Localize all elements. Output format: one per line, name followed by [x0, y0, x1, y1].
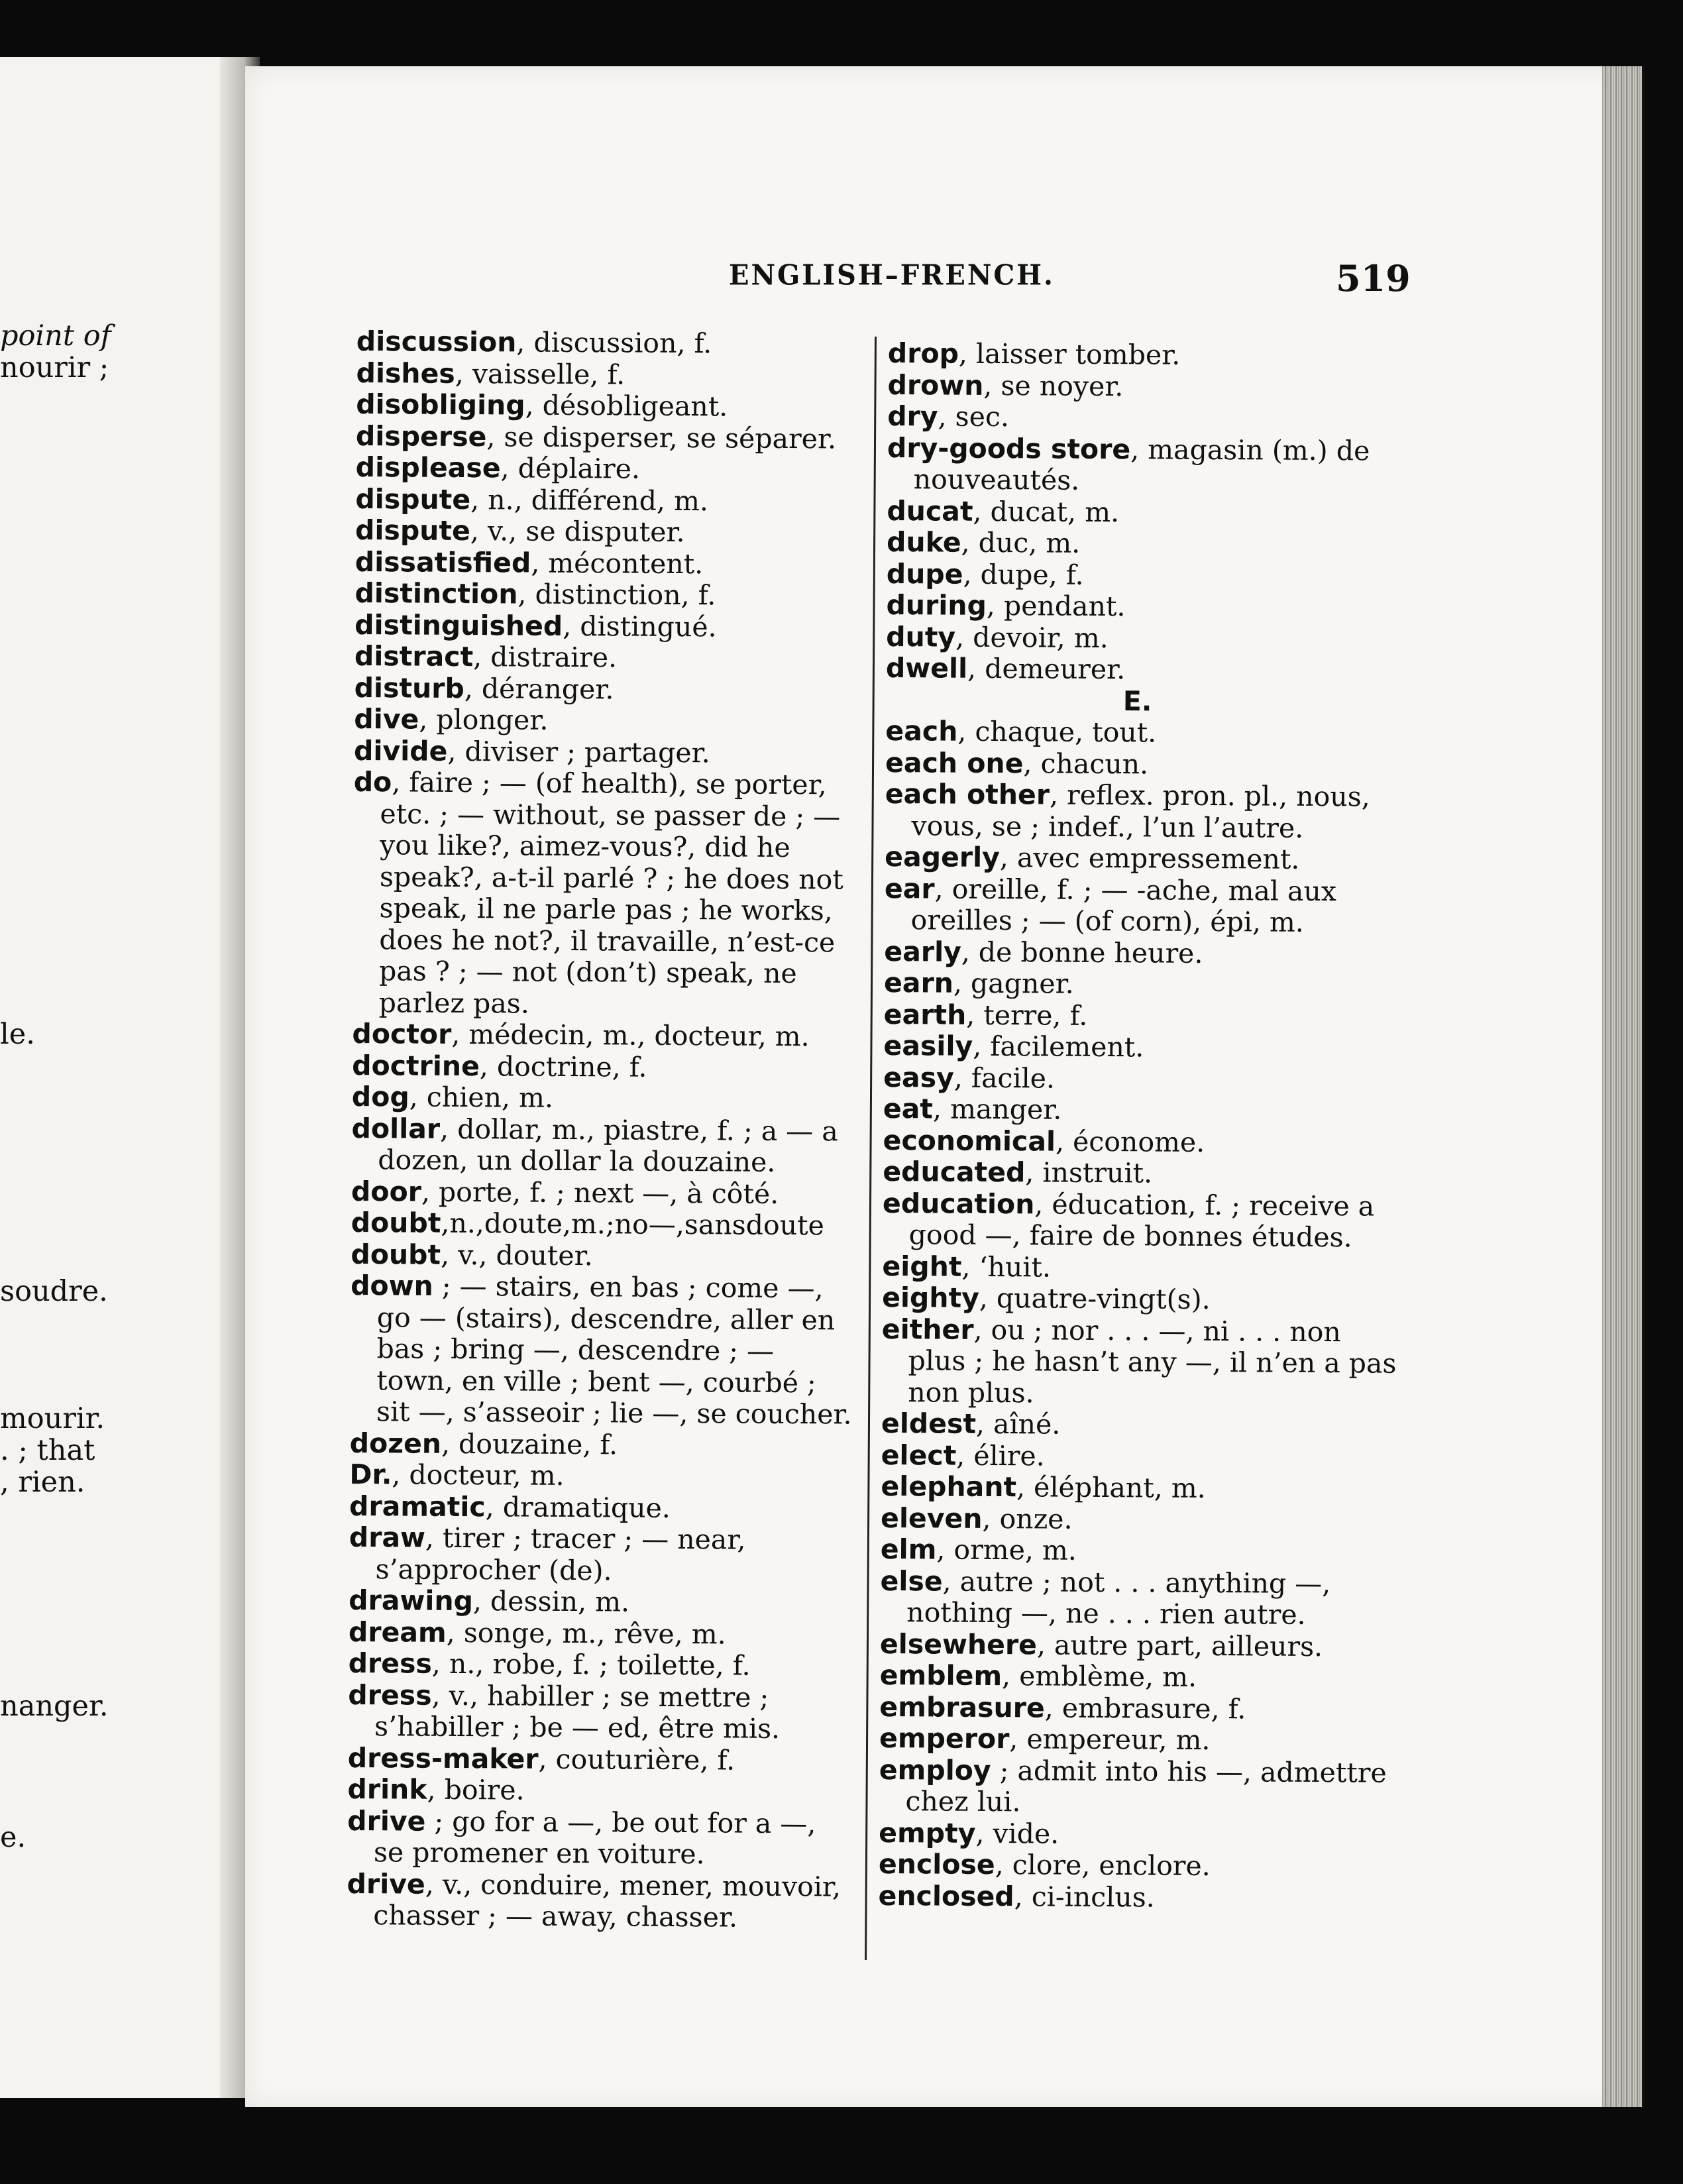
- entry-definition: , dupe, f.: [963, 558, 1084, 591]
- entry-definition: , n., différend, m.: [470, 483, 709, 517]
- dictionary-entry: [349, 1585, 852, 1619]
- entry-headword: eleven: [880, 1502, 983, 1535]
- entry-headword: dive: [354, 702, 419, 736]
- dictionary-entry: [885, 842, 1401, 876]
- entry-definition: , de bonne heure.: [961, 936, 1203, 969]
- left-page-fragment: nanger.: [0, 1690, 109, 1723]
- entry-headword: door: [351, 1175, 422, 1208]
- dictionary-entry: [350, 1270, 854, 1431]
- entry-definition: , v., habiller ; se mettre ; s’habiller ; be — ed, être mis.: [374, 1679, 781, 1745]
- entry-headword: dispute: [354, 514, 471, 547]
- entry-headword: dream: [348, 1615, 447, 1649]
- entry-headword: eighty: [882, 1281, 980, 1314]
- dictionary-entry: [884, 999, 1401, 1033]
- dictionary-entry: [879, 1691, 1396, 1725]
- entry-headword: easy: [883, 1061, 954, 1094]
- entry-headword: drop: [887, 337, 959, 370]
- dictionary-entry: [355, 546, 859, 580]
- entry-definition: , v., conduire, mener, mouvoir, chasser ; — away, chasser.: [373, 1868, 842, 1934]
- entry-headword: dry: [887, 400, 938, 433]
- entry-headword: eldest: [881, 1407, 977, 1440]
- entry-definition: , ‘huit.: [961, 1250, 1052, 1283]
- entry-headword: do: [353, 765, 392, 798]
- dictionary-entry: [355, 515, 859, 549]
- dictionary-entry: [880, 1660, 1397, 1694]
- dictionary-entry: [879, 1723, 1396, 1757]
- entry-headword: dog: [351, 1080, 409, 1113]
- entry-headword: displease: [355, 451, 501, 484]
- entry-definition: , aîné.: [975, 1407, 1061, 1441]
- dictionary-entry: [349, 1522, 853, 1588]
- entry-definition: , duc, m.: [961, 526, 1081, 559]
- entry-headword: emperor: [879, 1721, 1010, 1755]
- dictionary-entry: [882, 1282, 1399, 1317]
- left-page-fragment: e.: [0, 1821, 27, 1854]
- entry-definition: , porte, f. ; next —, à côté.: [421, 1175, 779, 1210]
- entry-headword: doctor: [352, 1017, 452, 1050]
- dictionary-entry: [886, 653, 1403, 687]
- dictionary-entry: [880, 1628, 1397, 1663]
- left-column: [347, 326, 860, 1934]
- entry-headword: dress: [348, 1678, 432, 1712]
- dictionary-entry: [356, 326, 860, 360]
- entry-definition: , manger.: [932, 1093, 1062, 1126]
- entry-definition: , empereur, m.: [1009, 1723, 1211, 1757]
- dictionary-entry: [349, 1459, 853, 1494]
- entry-definition: , terre, f.: [966, 999, 1088, 1032]
- entry-definition: , discussion, f.: [516, 326, 712, 360]
- entry-definition: , quatre-vingt(s).: [979, 1282, 1211, 1315]
- left-page-fragment: point of: [0, 319, 111, 353]
- dictionary-entry: [356, 389, 859, 423]
- entry-headword: educated: [883, 1155, 1026, 1189]
- dictionary-entry: [880, 1565, 1397, 1631]
- entry-headword: empty: [879, 1816, 976, 1849]
- entry-headword: dupe: [886, 557, 963, 590]
- running-head: ENGLISH–FRENCH.: [729, 258, 1055, 292]
- dictionary-entry: [356, 452, 859, 486]
- dictionary-entry: [881, 1439, 1398, 1474]
- dictionary-entry: [354, 609, 858, 643]
- entry-definition: , pendant.: [986, 589, 1126, 623]
- entry-headword: easily: [883, 1029, 973, 1062]
- dictionary-entry: [883, 1093, 1400, 1128]
- dictionary-entry: [348, 1679, 852, 1745]
- entry-definition: ; admit into his —, admettre chez lui.: [905, 1754, 1387, 1818]
- entry-headword: down: [351, 1269, 433, 1302]
- entry-headword: dress-maker: [347, 1741, 539, 1775]
- entry-headword: divide: [353, 734, 448, 767]
- entry-headword: duke: [886, 525, 961, 559]
- dictionary-entry: [353, 767, 857, 1022]
- dictionary-entry: [352, 1018, 855, 1053]
- entry-headword: doctrine: [352, 1049, 480, 1082]
- entry-definition: , n., robe, f. ; toilette, f.: [431, 1647, 751, 1682]
- entry-headword: ear: [884, 872, 935, 904]
- dictionary-entry: [879, 1817, 1395, 1851]
- entry-headword: each: [885, 714, 958, 747]
- entry-definition: , emblème, m.: [1001, 1660, 1197, 1693]
- entry-definition: , désobligeant.: [525, 389, 728, 423]
- entry-headword: doubt: [351, 1238, 441, 1271]
- entry-headword: education: [882, 1187, 1035, 1220]
- entry-definition: , couturière, f.: [538, 1743, 735, 1776]
- entry-definition: , autre part, ailleurs.: [1036, 1628, 1323, 1663]
- dictionary-entry: [881, 1534, 1397, 1568]
- entry-headword: eagerly: [885, 840, 1001, 874]
- entry-headword: disperse: [355, 419, 487, 453]
- entry-definition: , élire.: [956, 1439, 1045, 1472]
- left-page-fragment: , rien.: [0, 1466, 85, 1499]
- entry-definition: , chaque, tout.: [957, 715, 1157, 749]
- dictionary-entry: [883, 1030, 1400, 1065]
- dictionary-entry: [885, 747, 1402, 781]
- entry-definition: , devoir, m.: [955, 621, 1109, 654]
- entry-definition: , gagner.: [953, 967, 1074, 1000]
- entry-headword: draw: [349, 1521, 426, 1554]
- entry-definition: , avec empressement.: [999, 842, 1300, 875]
- entry-definition: , chacun.: [1023, 747, 1149, 780]
- entry-definition: , demeurer.: [967, 652, 1126, 686]
- left-page-fragment: nourir ;: [0, 351, 109, 384]
- dictionary-entry: [354, 704, 857, 738]
- entry-headword: dwell: [885, 651, 968, 684]
- dictionary-entry: [349, 1616, 852, 1651]
- entry-definition: , orme, m.: [936, 1533, 1077, 1566]
- entry-definition: , onze.: [982, 1502, 1073, 1535]
- dictionary-entry: [883, 1062, 1400, 1096]
- dictionary-entry: [881, 1408, 1398, 1443]
- entry-definition: , plonger.: [419, 703, 549, 736]
- dictionary-entry: [354, 735, 857, 769]
- dictionary-entry: [348, 1742, 851, 1776]
- dictionary-entry: [887, 432, 1405, 498]
- dictionary-entry: [887, 369, 1404, 404]
- entry-headword: distinguished: [354, 608, 563, 642]
- entry-headword: dispute: [355, 482, 471, 516]
- entry-definition: , reflex. pron. pl., nous, vous, se ; indef., l’un l’autre.: [911, 779, 1370, 844]
- dictionary-entry: [886, 590, 1403, 624]
- entry-definition: , doctrine, f.: [479, 1050, 647, 1083]
- entry-definition: , magasin (m.) de nouveautés.: [913, 433, 1370, 496]
- entry-headword: else: [880, 1564, 943, 1598]
- entry-definition: , ci-inclus.: [1014, 1880, 1155, 1914]
- entry-definition: , tirer ; tracer ; — near, s’approcher (de).: [375, 1521, 746, 1586]
- entry-headword: either: [881, 1313, 974, 1346]
- entry-definition: , facilement.: [973, 1030, 1144, 1064]
- entry-headword: distract: [354, 639, 474, 673]
- dictionary-entry: [356, 420, 859, 455]
- entry-headword: enclosed: [878, 1879, 1014, 1912]
- dictionary-entry: [883, 1187, 1400, 1254]
- entry-headword: eat: [883, 1092, 934, 1125]
- entry-definition: , dollar, m., piastre, f. ; a — a dozen, un dollar la douzaine.: [378, 1113, 838, 1178]
- entry-definition: , embrasure, f.: [1044, 1691, 1246, 1725]
- entry-definition: , éléphant, m.: [1016, 1471, 1206, 1504]
- dictionary-entry: [885, 779, 1402, 845]
- entry-headword: disobliging: [356, 388, 525, 421]
- entry-definition: , facile.: [953, 1062, 1056, 1095]
- dictionary-entry: [351, 1175, 855, 1210]
- entry-headword: dress: [348, 1647, 433, 1680]
- dictionary-entry: [886, 621, 1403, 655]
- entry-definition: , dramatique.: [485, 1490, 671, 1524]
- entry-headword: elect: [881, 1439, 957, 1472]
- left-page-fragment: le.: [0, 1018, 35, 1051]
- dictionary-entry: [347, 1774, 851, 1808]
- entry-headword: disturb: [354, 671, 464, 704]
- entry-headword: dramatic: [349, 1490, 486, 1523]
- entry-definition: , vide.: [975, 1817, 1059, 1850]
- left-page-fragment: mourir.: [0, 1402, 105, 1435]
- entry-headword: elsewhere: [879, 1627, 1038, 1661]
- dictionary-entry: [351, 1238, 854, 1273]
- dictionary-entry: [354, 672, 858, 706]
- dictionary-entry: [881, 1471, 1397, 1505]
- entry-definition: , ou ; nor . . . —, ni . . . non plus ; he hasn’t any —, il n’en a pas non plus.: [908, 1313, 1397, 1409]
- entry-definition: , ducat, m.: [973, 495, 1120, 528]
- dictionary-entry: [878, 1880, 1395, 1914]
- entry-headword: earth: [883, 998, 967, 1031]
- entry-headword: dollar: [351, 1112, 441, 1145]
- dictionary-entry: [347, 1805, 851, 1871]
- dictionary-entry: [879, 1849, 1395, 1883]
- entry-definition: ; — stairs, en bas ; come —, go — (stairs), descendre, aller en bas ; bring —, descendre ; — town, en ville ; bent —, courbé ; sit —, s’asseoir ; lie —, se coucher.: [376, 1270, 852, 1431]
- dictionary-entry: [887, 401, 1404, 435]
- entry-definition: , déranger.: [464, 672, 614, 705]
- entry-headword: duty: [886, 620, 956, 653]
- dictionary-entry: [883, 1124, 1399, 1159]
- entry-headword: ducat: [887, 494, 973, 527]
- entry-headword: economical: [883, 1124, 1056, 1158]
- entry-definition: , chien, m.: [409, 1081, 554, 1114]
- page-edge: [1602, 66, 1645, 2107]
- dictionary-entry: [884, 873, 1401, 939]
- entry-headword: drink: [347, 1773, 427, 1806]
- entry-definition: ,n.,doute,m.;no—,sansdoute: [441, 1207, 824, 1242]
- entry-definition: ; go for a —, be out for a —, se promener en voiture.: [373, 1805, 816, 1871]
- dictionary-entry: [349, 1490, 853, 1525]
- dictionary-entry: [352, 1050, 855, 1084]
- dictionary-entry: [354, 578, 858, 612]
- dictionary-entry: [351, 1207, 855, 1242]
- dictionary-entry: [879, 1754, 1396, 1820]
- entry-headword: dry-goods store: [887, 431, 1131, 465]
- dictionary-entry: [356, 357, 859, 392]
- entry-definition: , vaisselle, f.: [455, 357, 625, 390]
- entry-definition: , oreille, f. ; — -ache, mal aux oreilles ; — (of corn), épi, m.: [910, 872, 1337, 938]
- dictionary-entry: [888, 338, 1405, 372]
- entry-definition: , douzaine, f.: [441, 1427, 618, 1460]
- entry-headword: employ: [879, 1753, 991, 1786]
- section-heading: E.: [1122, 684, 1152, 717]
- entry-headword: dozen: [349, 1427, 442, 1460]
- entry-headword: early: [884, 935, 961, 968]
- entry-headword: elm: [880, 1533, 937, 1566]
- page-number: 519: [1336, 257, 1411, 300]
- entry-headword: emblem: [879, 1659, 1003, 1692]
- dictionary-entry: [347, 1868, 851, 1934]
- entry-definition: , faire ; — (of health), se porter, etc. ; — without, se passer de ; — you like?, aimez-vous?, did he speak?, a-t-il parlé ? ; he does not speak, il ne parle pas ; he works, does he not?, il travaille, n’est-ce pas ? ; — not (don’t) speak, ne parlez pas.: [378, 766, 843, 1020]
- entry-headword: drive: [347, 1804, 426, 1837]
- dictionary-entry: [355, 483, 859, 518]
- right-column: [878, 338, 1404, 1915]
- dictionary-entry: [351, 1113, 855, 1179]
- entry-definition: , médecin, m., docteur, m.: [451, 1018, 810, 1053]
- left-page-fragment: soudre.: [0, 1275, 108, 1308]
- dictionary-entry: [887, 558, 1403, 592]
- entry-definition: , v., douter.: [440, 1238, 593, 1272]
- dictionary-entry: [350, 1427, 853, 1462]
- entry-headword: embrasure: [879, 1690, 1045, 1723]
- entry-definition: , déplaire.: [500, 452, 641, 485]
- dictionary-entry: [883, 1156, 1399, 1191]
- entry-headword: earn: [883, 966, 954, 999]
- entry-headword: drawing: [349, 1584, 474, 1617]
- entry-definition: , laisser tomber.: [958, 337, 1181, 371]
- dictionary-entry: [881, 1502, 1397, 1537]
- entry-headword: distinction: [354, 576, 518, 610]
- entry-definition: , sec.: [938, 400, 1010, 433]
- entry-definition: , distingué.: [563, 610, 717, 643]
- dictionary-entry: [352, 1081, 855, 1116]
- entry-definition: , se disperser, se séparer.: [486, 420, 837, 455]
- entry-headword: drive: [347, 1867, 425, 1900]
- entry-definition: , boire.: [427, 1773, 525, 1806]
- dictionary-entry: [884, 936, 1401, 970]
- dictionary-entry: [884, 967, 1401, 1002]
- entry-headword: drown: [887, 368, 984, 402]
- entry-definition: , instruit.: [1025, 1156, 1153, 1189]
- entry-definition: , docteur, m.: [392, 1458, 565, 1492]
- entry-definition: , distinction, f.: [517, 578, 716, 612]
- dictionary-entry: [349, 1648, 852, 1682]
- entry-definition: , mécontent.: [531, 547, 704, 580]
- entry-definition: , économe.: [1055, 1125, 1205, 1158]
- entry-headword: during: [886, 588, 987, 622]
- entry-headword: dissatisfied: [354, 545, 531, 579]
- dictionary-entry: [881, 1313, 1399, 1411]
- entry-headword: each one: [885, 746, 1024, 779]
- dictionary-entry: [882, 1250, 1399, 1285]
- entry-headword: doubt: [351, 1206, 441, 1239]
- entry-headword: elephant: [881, 1470, 1017, 1503]
- entry-definition: , se noyer.: [983, 369, 1124, 402]
- entry-definition: , dessin, m.: [472, 1585, 630, 1618]
- dictionary-entry: [887, 495, 1403, 529]
- entry-headword: eight: [882, 1250, 962, 1283]
- entry-headword: Dr.: [349, 1458, 392, 1491]
- entry-headword: each other: [885, 777, 1050, 811]
- entry-definition: , autre ; not . . . anything —, nothing —, ne . . . rien autre.: [906, 1565, 1331, 1631]
- entry-headword: discussion: [356, 325, 517, 358]
- entry-definition: , éducation, f. ; receive a good —, faire de bonnes études.: [908, 1187, 1375, 1254]
- entry-headword: enclose: [878, 1847, 995, 1881]
- entry-definition: , distraire.: [473, 641, 618, 674]
- entry-headword: dishes: [356, 356, 455, 390]
- dictionary-entry: [887, 527, 1403, 561]
- entry-definition: , songe, m., rêve, m.: [446, 1616, 726, 1650]
- entry-definition: , clore, enclore.: [995, 1849, 1211, 1883]
- dictionary-entry: [885, 716, 1402, 750]
- dictionary-entry: [354, 641, 858, 675]
- entry-definition: , v., se disputer.: [470, 515, 685, 549]
- entry-definition: , diviser ; partager.: [447, 735, 710, 769]
- left-page-fragment: . ; that: [0, 1434, 95, 1467]
